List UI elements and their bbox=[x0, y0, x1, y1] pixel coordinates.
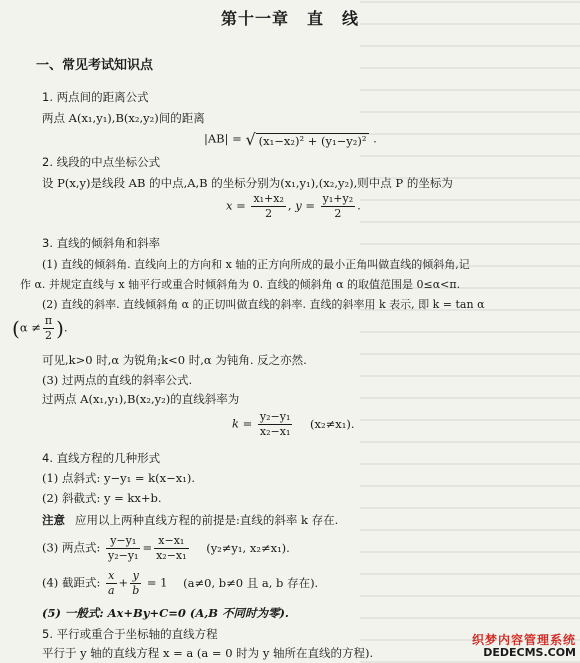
subsection-heading-1: 1. 两点间的距离公式 bbox=[42, 90, 149, 104]
two-point-form: (3) 两点式: $\frac{\text{y−y₁}}{\text{y₂−y₁}}$ = $\frac{\text{x−x₁}}{\text{x₂−x₁}}$ (y₂≠y₁, x₂≠x₁). bbox=[42, 534, 290, 562]
note-line: 注意 应用以上两种直线方程的前提是:直线的斜率 k 存在. bbox=[42, 513, 339, 527]
slope-intercept-form: (2) 斜截式: y = kx+b. bbox=[42, 491, 162, 505]
slope-formula: k = $\frac{\text{y₂−y₁}}{\text{x₂−x₁}}$ (x₂≠x₁). bbox=[232, 410, 355, 438]
inclination-para-1: (1) 直线的倾斜角. 直线向上的方向和 x 轴的正方向所成的最小正角叫做直线的倾斜角,记 bbox=[42, 258, 470, 271]
two-point-slope-heading: (3) 过两点的直线的斜率公式. bbox=[42, 373, 193, 387]
point-slope-form: (1) 点斜式: y−y₁ = k(x−x₁). bbox=[42, 471, 195, 485]
chapter-title: 第十一章 直 线 bbox=[220, 9, 360, 28]
midpoint-formula: x = $\frac{\text{x₁+x₂}}{2}$ , y = $\frac{\text{y₁+y₂}}{2}$ . bbox=[226, 192, 361, 220]
bleed-through-shading bbox=[360, 0, 580, 663]
slope-sign-note: 可见,k>0 时,α 为锐角;k<0 时,α 为钝角. 反之亦然. bbox=[42, 353, 307, 367]
subsection-heading-2: 2. 线段的中点坐标公式 bbox=[42, 155, 161, 169]
distance-formula: |AB| = √ (x₁−x₂)² + (y₁−y₂)² . bbox=[204, 130, 377, 149]
slope-condition: (α ≠ $\frac{\pi}{2}$ ). bbox=[12, 314, 68, 342]
midpoint-desc: 设 P(x,y)是线段 AB 的中点,A,B 的坐标分别为(x₁,y₁),(x₂,y₂),则中点 P 的坐标为 bbox=[42, 176, 453, 190]
subsection-heading-5: 5. 平行或重合于坐标轴的直线方程 bbox=[42, 627, 218, 641]
inclination-para-2: 作 α. 并规定直线与 x 轴平行或重合时倾斜角为 0. 直线的倾斜角 α 的取值范围是 0≤α<π. bbox=[20, 278, 461, 291]
slope-para-1: (2) 直线的斜率. 直线倾斜角 α 的正切叫做直线的斜率. 直线的斜率用 k 表示, 即 k = tan α bbox=[42, 298, 485, 311]
general-form: (5) 一般式: Ax+By+C=0 (A,B 不同时为零). bbox=[42, 606, 289, 620]
distance-desc: 两点 A(x₁,y₁),B(x₂,y₂)间的距离 bbox=[42, 111, 205, 125]
site-watermark: 织梦内容管理系统 DEDECMS.COM bbox=[471, 633, 576, 659]
intercept-form: (4) 截距式: $\frac{x}{a}$ + $\frac{y}{b}$ = 1 (a≠0, b≠0 且 a, b 存在). bbox=[42, 569, 319, 597]
two-point-slope-desc: 过两点 A(x₁,y₁),B(x₂,y₂)的直线斜率为 bbox=[42, 392, 240, 406]
section-heading: 一、常见考试知识点 bbox=[36, 58, 154, 73]
subsection-heading-4: 4. 直线方程的几种形式 bbox=[42, 451, 161, 465]
parallel-axis-desc: 平行于 y 轴的直线方程 x = a (a = 0 时为 y 轴所在直线的方程). bbox=[42, 646, 374, 660]
subsection-heading-3: 3. 直线的倾斜角和斜率 bbox=[42, 236, 161, 250]
